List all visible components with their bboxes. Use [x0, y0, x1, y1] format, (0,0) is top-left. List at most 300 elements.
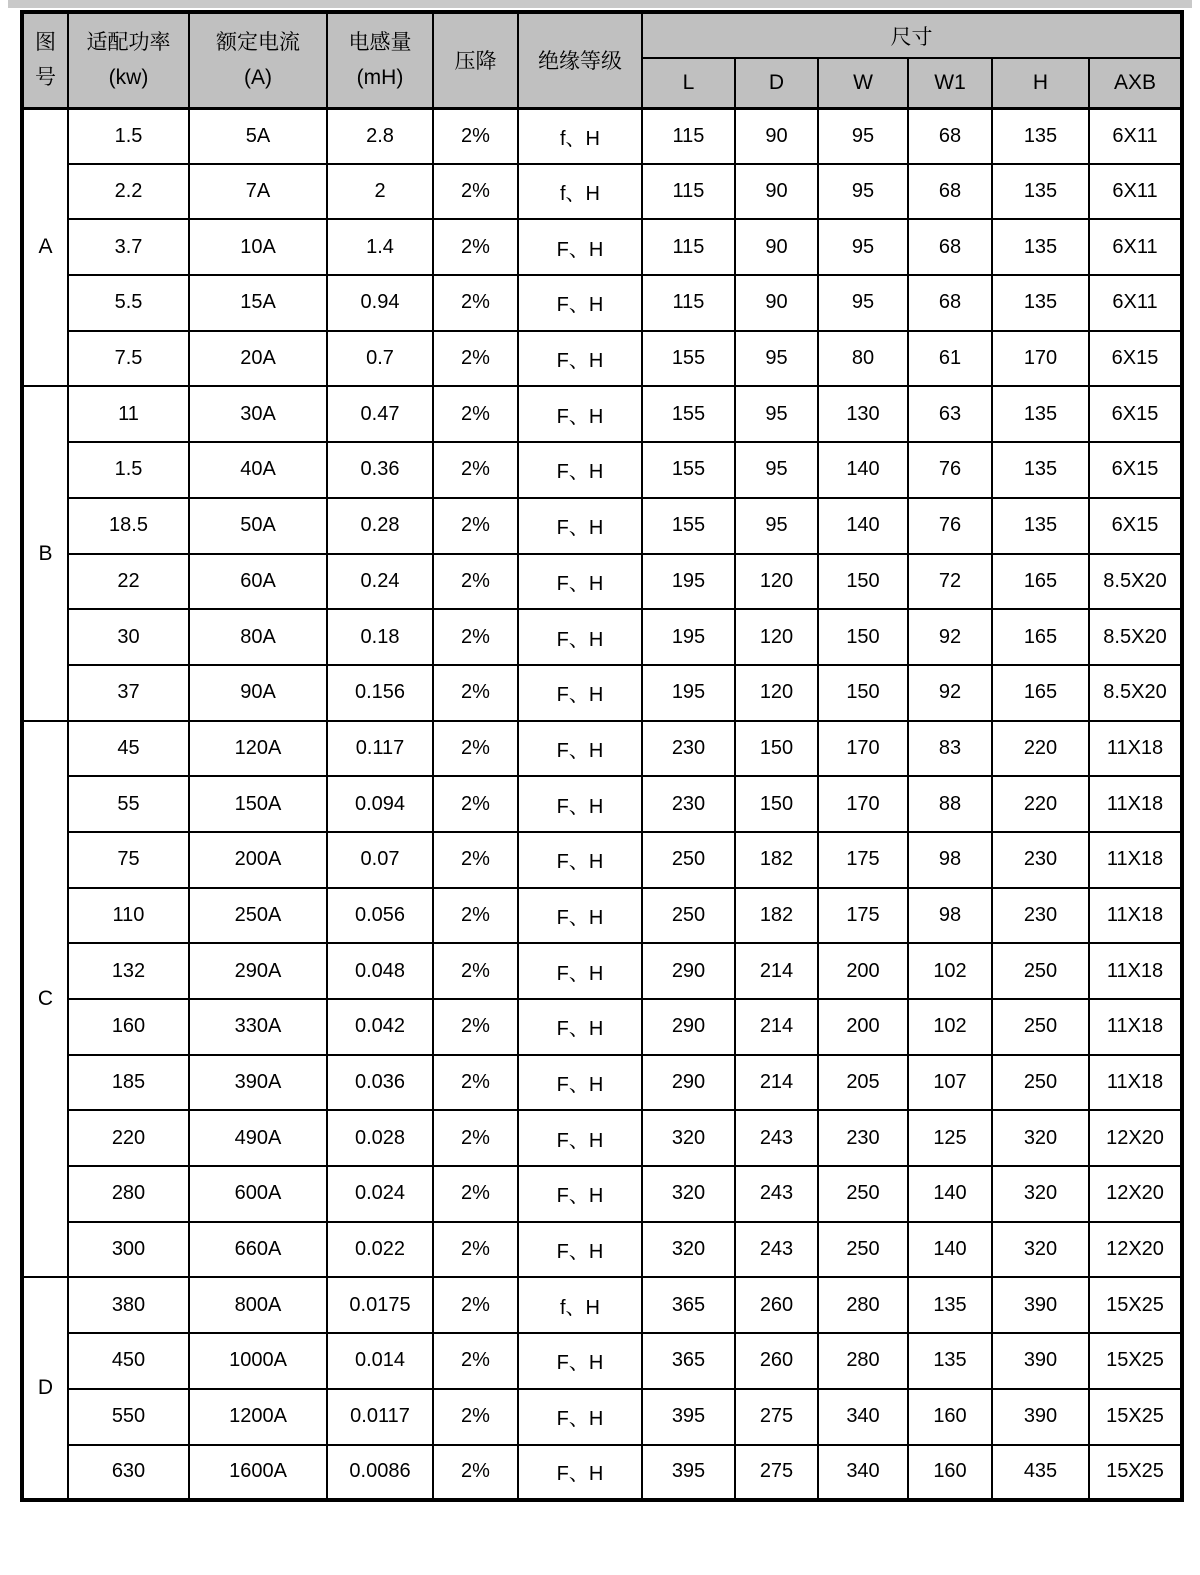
data-cell: 200 — [818, 943, 908, 999]
data-cell: 182 — [735, 832, 818, 888]
table-row — [22, 1333, 1182, 1389]
data-cell: 250A — [189, 888, 327, 944]
data-cell: 170 — [818, 776, 908, 832]
data-cell: 320 — [992, 1222, 1089, 1278]
data-cell: 2% — [433, 1222, 518, 1278]
data-cell: 243 — [735, 1222, 818, 1278]
data-cell: 0.094 — [327, 776, 433, 832]
data-cell: 320 — [642, 1110, 735, 1166]
data-cell: 260 — [735, 1277, 818, 1333]
data-cell: 0.7 — [327, 331, 433, 387]
data-cell: 390 — [992, 1277, 1089, 1333]
data-cell: 150A — [189, 776, 327, 832]
data-cell: 2% — [433, 665, 518, 721]
data-cell: 330A — [189, 999, 327, 1055]
data-cell: 165 — [992, 609, 1089, 665]
data-cell: 61 — [908, 331, 992, 387]
header-dim-H: H — [992, 58, 1089, 108]
data-cell: 95 — [818, 108, 908, 164]
data-cell: 2% — [433, 1055, 518, 1111]
header-power-line2: (kw) — [108, 66, 149, 90]
data-cell: 37 — [68, 665, 189, 721]
data-cell: 0.056 — [327, 888, 433, 944]
header-current-line2: (A) — [244, 66, 272, 90]
data-cell: 115 — [642, 275, 735, 331]
data-cell: 220 — [992, 776, 1089, 832]
header-figure-line1: 图 — [35, 31, 56, 55]
data-cell: 0.042 — [327, 999, 433, 1055]
data-cell: 395 — [642, 1445, 735, 1501]
data-cell: 2% — [433, 943, 518, 999]
header-dimensions: 尺寸 — [642, 12, 1182, 58]
data-cell: 76 — [908, 442, 992, 498]
data-cell: F、H — [518, 554, 642, 610]
data-cell: 135 — [992, 498, 1089, 554]
data-cell: 200A — [189, 832, 327, 888]
data-cell: 7.5 — [68, 331, 189, 387]
data-cell: 2% — [433, 1166, 518, 1222]
data-cell: 76 — [908, 498, 992, 554]
data-cell: 365 — [642, 1277, 735, 1333]
data-cell: 2% — [433, 832, 518, 888]
data-cell: 150 — [818, 554, 908, 610]
data-cell: 2% — [433, 108, 518, 164]
data-cell: 220 — [992, 721, 1089, 777]
table-row — [22, 1222, 1182, 1278]
data-cell: 0.036 — [327, 1055, 433, 1111]
data-cell: 550 — [68, 1389, 189, 1445]
data-cell: 165 — [992, 554, 1089, 610]
data-cell: F、H — [518, 999, 642, 1055]
data-cell: 380 — [68, 1277, 189, 1333]
data-cell: 2% — [433, 1333, 518, 1389]
data-cell: 2% — [433, 442, 518, 498]
data-cell: 6X11 — [1089, 219, 1182, 275]
data-cell: 630 — [68, 1445, 189, 1501]
data-cell: 120 — [735, 554, 818, 610]
data-cell: 155 — [642, 498, 735, 554]
data-cell: 160 — [68, 999, 189, 1055]
data-cell: 250 — [642, 832, 735, 888]
data-cell: 90 — [735, 275, 818, 331]
data-cell: 12X20 — [1089, 1110, 1182, 1166]
data-cell: 135 — [992, 386, 1089, 442]
data-cell: 220 — [68, 1110, 189, 1166]
data-cell: 15X25 — [1089, 1389, 1182, 1445]
header-row-top — [22, 12, 1182, 58]
data-cell: 6X15 — [1089, 386, 1182, 442]
data-cell: 390 — [992, 1333, 1089, 1389]
table-row — [22, 999, 1182, 1055]
data-cell: 6X11 — [1089, 164, 1182, 220]
data-cell: 11X18 — [1089, 832, 1182, 888]
data-cell: 11 — [68, 386, 189, 442]
data-cell: 15X25 — [1089, 1333, 1182, 1389]
header-figure-number — [22, 12, 68, 108]
data-cell: 2% — [433, 888, 518, 944]
table-row — [22, 275, 1182, 331]
data-cell: 2.2 — [68, 164, 189, 220]
data-cell: 135 — [992, 442, 1089, 498]
data-cell: 250 — [818, 1166, 908, 1222]
spec-table — [20, 10, 1184, 1502]
data-cell: 300 — [68, 1222, 189, 1278]
header-dim-D: D — [735, 58, 818, 108]
data-cell: F、H — [518, 665, 642, 721]
data-cell: 320 — [642, 1222, 735, 1278]
header-adapted-power — [68, 12, 189, 108]
data-cell: 45 — [68, 721, 189, 777]
data-cell: 2% — [433, 331, 518, 387]
data-cell: 660A — [189, 1222, 327, 1278]
data-cell: 195 — [642, 609, 735, 665]
data-cell: 90A — [189, 665, 327, 721]
data-cell: 0.0117 — [327, 1389, 433, 1445]
data-cell: 8.5X20 — [1089, 665, 1182, 721]
data-cell: F、H — [518, 1333, 642, 1389]
table-row — [22, 164, 1182, 220]
table-row — [22, 442, 1182, 498]
data-cell: F、H — [518, 943, 642, 999]
data-cell: 155 — [642, 331, 735, 387]
data-cell: 150 — [735, 721, 818, 777]
data-cell: 150 — [818, 665, 908, 721]
data-cell: F、H — [518, 331, 642, 387]
data-cell: 18.5 — [68, 498, 189, 554]
data-cell: f、H — [518, 108, 642, 164]
data-cell: 115 — [642, 108, 735, 164]
data-cell: 1.5 — [68, 442, 189, 498]
data-cell: 320 — [642, 1166, 735, 1222]
data-cell: 135 — [908, 1277, 992, 1333]
data-cell: 230 — [992, 888, 1089, 944]
header-dim-W1: W1 — [908, 58, 992, 108]
data-cell: 12X20 — [1089, 1166, 1182, 1222]
data-cell: 280 — [68, 1166, 189, 1222]
data-cell: 0.36 — [327, 442, 433, 498]
data-cell: 435 — [992, 1445, 1089, 1501]
data-cell: 11X18 — [1089, 721, 1182, 777]
header-figure-line2: 号 — [35, 66, 56, 90]
data-cell: 15X25 — [1089, 1277, 1182, 1333]
data-cell: 185 — [68, 1055, 189, 1111]
data-cell: 140 — [908, 1222, 992, 1278]
data-cell: 30 — [68, 609, 189, 665]
data-cell: 340 — [818, 1389, 908, 1445]
data-cell: 290 — [642, 999, 735, 1055]
data-cell: 2% — [433, 554, 518, 610]
data-cell: 95 — [735, 386, 818, 442]
data-cell: 90 — [735, 164, 818, 220]
data-cell: 0.117 — [327, 721, 433, 777]
data-cell: 11X18 — [1089, 888, 1182, 944]
data-cell: 170 — [818, 721, 908, 777]
data-cell: 0.024 — [327, 1166, 433, 1222]
data-cell: F、H — [518, 832, 642, 888]
table-body — [22, 108, 1182, 1500]
data-cell: 2% — [433, 999, 518, 1055]
data-cell: F、H — [518, 1389, 642, 1445]
data-cell: 365 — [642, 1333, 735, 1389]
data-cell: 11X18 — [1089, 776, 1182, 832]
data-cell: F、H — [518, 609, 642, 665]
data-cell: 135 — [908, 1333, 992, 1389]
data-cell: 182 — [735, 888, 818, 944]
data-cell: 155 — [642, 442, 735, 498]
data-cell: F、H — [518, 1166, 642, 1222]
data-cell: 160 — [908, 1389, 992, 1445]
data-cell: 165 — [992, 665, 1089, 721]
data-cell: 170 — [992, 331, 1089, 387]
data-cell: 8.5X20 — [1089, 554, 1182, 610]
data-cell: 0.28 — [327, 498, 433, 554]
data-cell: 150 — [818, 609, 908, 665]
data-cell: F、H — [518, 1110, 642, 1166]
data-cell: 135 — [992, 108, 1089, 164]
data-cell: 490A — [189, 1110, 327, 1166]
figure-group-cell: D — [22, 1277, 68, 1500]
header-insulation-class: 绝缘等级 — [518, 12, 642, 108]
data-cell: 230 — [818, 1110, 908, 1166]
data-cell: 88 — [908, 776, 992, 832]
data-cell: 214 — [735, 999, 818, 1055]
data-cell: 2.8 — [327, 108, 433, 164]
table-row — [22, 108, 1182, 164]
data-cell: 0.048 — [327, 943, 433, 999]
data-cell: 95 — [735, 498, 818, 554]
table-row — [22, 721, 1182, 777]
data-cell: 6X11 — [1089, 275, 1182, 331]
table-row — [22, 331, 1182, 387]
table-row — [22, 1110, 1182, 1166]
data-cell: 11X18 — [1089, 1055, 1182, 1111]
data-cell: 2% — [433, 609, 518, 665]
table-row — [22, 943, 1182, 999]
data-cell: f、H — [518, 164, 642, 220]
data-cell: 68 — [908, 275, 992, 331]
data-cell: 0.24 — [327, 554, 433, 610]
header-rated-current — [189, 12, 327, 108]
data-cell: 160 — [908, 1445, 992, 1501]
table-row — [22, 776, 1182, 832]
data-cell: 1000A — [189, 1333, 327, 1389]
data-cell: 80 — [818, 331, 908, 387]
data-cell: 12X20 — [1089, 1222, 1182, 1278]
figure-group-cell: C — [22, 721, 68, 1278]
data-cell: 2% — [433, 1277, 518, 1333]
data-cell: 75 — [68, 832, 189, 888]
data-cell: 20A — [189, 331, 327, 387]
data-cell: 1600A — [189, 1445, 327, 1501]
data-cell: 6X15 — [1089, 498, 1182, 554]
data-cell: F、H — [518, 1222, 642, 1278]
data-cell: 6X15 — [1089, 331, 1182, 387]
data-cell: 10A — [189, 219, 327, 275]
header-current-line1: 额定电流 — [216, 31, 300, 55]
data-cell: F、H — [518, 721, 642, 777]
data-cell: 450 — [68, 1333, 189, 1389]
data-cell: 0.07 — [327, 832, 433, 888]
data-cell: 243 — [735, 1110, 818, 1166]
data-cell: 395 — [642, 1389, 735, 1445]
table-row — [22, 665, 1182, 721]
data-cell: 2% — [433, 386, 518, 442]
data-cell: 340 — [818, 1445, 908, 1501]
table-row — [22, 888, 1182, 944]
data-cell: F、H — [518, 498, 642, 554]
data-cell: 92 — [908, 665, 992, 721]
data-cell: 2% — [433, 498, 518, 554]
data-cell: 102 — [908, 999, 992, 1055]
data-cell: 95 — [818, 219, 908, 275]
data-cell: 2% — [433, 1389, 518, 1445]
data-cell: 600A — [189, 1166, 327, 1222]
data-cell: 290 — [642, 1055, 735, 1111]
table-row — [22, 1277, 1182, 1333]
data-cell: 0.94 — [327, 275, 433, 331]
header-power-line1: 适配功率 — [86, 31, 171, 55]
data-cell: 120 — [735, 609, 818, 665]
data-cell: 195 — [642, 665, 735, 721]
data-cell: 15A — [189, 275, 327, 331]
data-cell: 250 — [992, 999, 1089, 1055]
data-cell: 11X18 — [1089, 999, 1182, 1055]
data-cell: 0.0175 — [327, 1277, 433, 1333]
data-cell: 390A — [189, 1055, 327, 1111]
data-cell: 2% — [433, 1110, 518, 1166]
data-cell: 250 — [642, 888, 735, 944]
data-cell: F、H — [518, 219, 642, 275]
data-cell: 135 — [992, 219, 1089, 275]
header-inductance — [327, 12, 433, 108]
data-cell: 132 — [68, 943, 189, 999]
data-cell: 230 — [642, 721, 735, 777]
data-cell: 243 — [735, 1166, 818, 1222]
figure-group-cell: A — [22, 108, 68, 386]
data-cell: 0.18 — [327, 609, 433, 665]
data-cell: 230 — [992, 832, 1089, 888]
table-row — [22, 498, 1182, 554]
data-cell: 0.47 — [327, 386, 433, 442]
data-cell: 115 — [642, 164, 735, 220]
data-cell: 155 — [642, 386, 735, 442]
data-cell: F、H — [518, 1055, 642, 1111]
data-cell: F、H — [518, 1445, 642, 1501]
data-cell: 63 — [908, 386, 992, 442]
data-cell: 95 — [818, 164, 908, 220]
data-cell: 800A — [189, 1277, 327, 1333]
data-cell: 11X18 — [1089, 943, 1182, 999]
data-cell: F、H — [518, 275, 642, 331]
data-cell: 92 — [908, 609, 992, 665]
header-inductance-line2: (mH) — [356, 66, 404, 90]
header-dim-W: W — [818, 58, 908, 108]
data-cell: 30A — [189, 386, 327, 442]
data-cell: 0.028 — [327, 1110, 433, 1166]
data-cell: 175 — [818, 832, 908, 888]
data-cell: 55 — [68, 776, 189, 832]
data-cell: 0.014 — [327, 1333, 433, 1389]
data-cell: 135 — [992, 275, 1089, 331]
scan-edge-strip — [8, 0, 1192, 8]
data-cell: 68 — [908, 219, 992, 275]
data-cell: 130 — [818, 386, 908, 442]
data-cell: 125 — [908, 1110, 992, 1166]
data-cell: 95 — [735, 331, 818, 387]
table-row — [22, 386, 1182, 442]
data-cell: 120A — [189, 721, 327, 777]
data-cell: 102 — [908, 943, 992, 999]
data-cell: 50A — [189, 498, 327, 554]
header-voltage-drop: 压降 — [433, 12, 518, 108]
data-cell: 1.4 — [327, 219, 433, 275]
data-cell: 68 — [908, 164, 992, 220]
data-cell: 5.5 — [68, 275, 189, 331]
data-cell: 120 — [735, 665, 818, 721]
table-row — [22, 609, 1182, 665]
data-cell: 2 — [327, 164, 433, 220]
data-cell: 175 — [818, 888, 908, 944]
data-cell: 140 — [818, 498, 908, 554]
data-cell: 90 — [735, 108, 818, 164]
data-cell: 110 — [68, 888, 189, 944]
data-cell: f、H — [518, 1277, 642, 1333]
data-cell: 290 — [642, 943, 735, 999]
data-cell: 250 — [992, 1055, 1089, 1111]
data-cell: 95 — [818, 275, 908, 331]
data-cell: 0.156 — [327, 665, 433, 721]
data-cell: 250 — [992, 943, 1089, 999]
table-row — [22, 1389, 1182, 1445]
table-row — [22, 554, 1182, 610]
data-cell: 2% — [433, 721, 518, 777]
data-cell: 200 — [818, 999, 908, 1055]
table-header — [22, 12, 1182, 108]
data-cell: 390 — [992, 1389, 1089, 1445]
data-cell: 2% — [433, 1445, 518, 1501]
data-cell: 3.7 — [68, 219, 189, 275]
data-cell: 1.5 — [68, 108, 189, 164]
data-cell: 83 — [908, 721, 992, 777]
data-cell: 15X25 — [1089, 1445, 1182, 1501]
data-cell: 98 — [908, 888, 992, 944]
data-cell: 2% — [433, 164, 518, 220]
data-cell: 22 — [68, 554, 189, 610]
data-cell: 68 — [908, 108, 992, 164]
data-cell: 140 — [818, 442, 908, 498]
table-row — [22, 1055, 1182, 1111]
data-cell: 115 — [642, 219, 735, 275]
data-cell: 90 — [735, 219, 818, 275]
data-cell: 107 — [908, 1055, 992, 1111]
data-cell: 6X15 — [1089, 442, 1182, 498]
data-cell: 2% — [433, 219, 518, 275]
data-cell: 1200A — [189, 1389, 327, 1445]
data-cell: 140 — [908, 1166, 992, 1222]
data-cell: 214 — [735, 1055, 818, 1111]
header-dim-L: L — [642, 58, 735, 108]
data-cell: 214 — [735, 943, 818, 999]
data-cell: 135 — [992, 164, 1089, 220]
data-cell: 205 — [818, 1055, 908, 1111]
data-cell: 5A — [189, 108, 327, 164]
data-cell: 60A — [189, 554, 327, 610]
data-cell: 280 — [818, 1333, 908, 1389]
data-cell: F、H — [518, 442, 642, 498]
data-cell: F、H — [518, 386, 642, 442]
data-cell: 0.0086 — [327, 1445, 433, 1501]
data-cell: 280 — [818, 1277, 908, 1333]
